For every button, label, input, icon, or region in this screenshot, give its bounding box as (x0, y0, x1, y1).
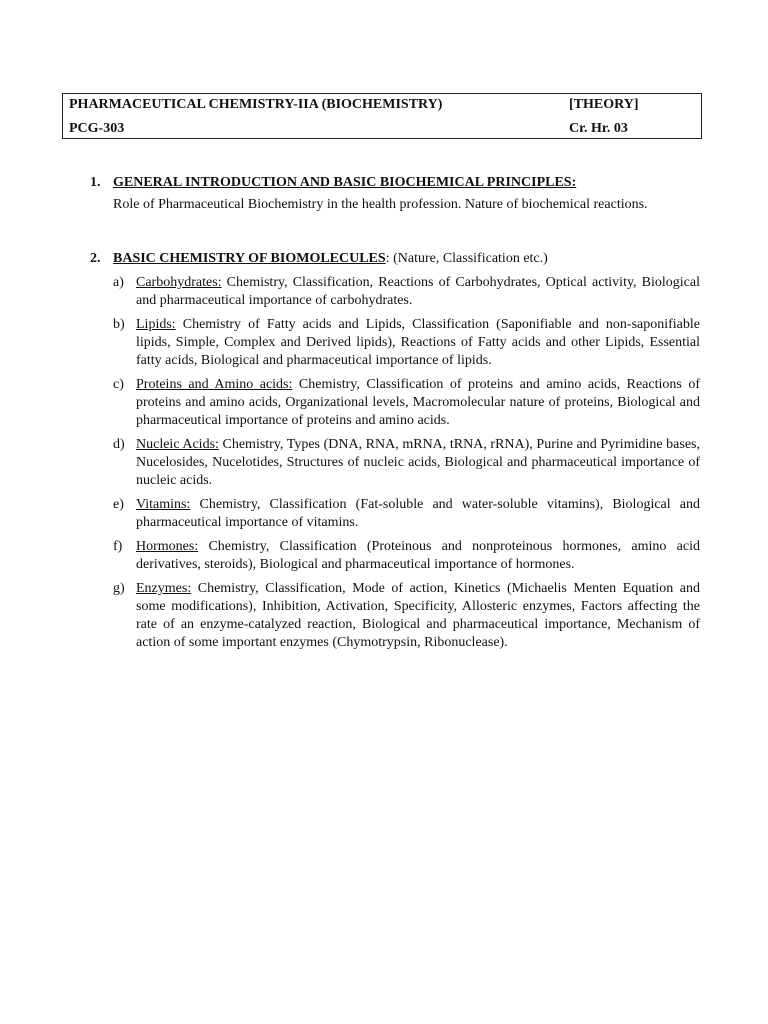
item-text: Chemistry, Classification (Fat-soluble and water-soluble vitamins), Biological and pharmaceutical importance of vitamins. (136, 497, 700, 530)
section-note: : (Nature, Classification etc.) (385, 251, 548, 266)
item-letter: a) (113, 275, 124, 290)
section-heading (90, 250, 700, 267)
item-letter: f) (113, 539, 123, 554)
credit-hours: Cr. Hr. 03 (569, 121, 628, 136)
list-item (90, 274, 700, 310)
topic-list (90, 274, 700, 652)
item-text: Chemistry, Classification, Mode of action, Kinetics (Michaelis Menten Equation and some modifications), Inhibition, Activation, Specificity, Allosteric enzymes, Factors affecting the rate of an enzyme-catalyzed reaction, Biological and pharmaceutical importance, Mechanism of action of some important enzymes (Chymotrypsin, Ribonuclease). (136, 581, 700, 650)
course-code: PCG-303 (69, 121, 125, 136)
item-text: Chemistry, Classification, Reactions of Carbohydrates, Optical activity, Biological and pharmaceutical importance of carbohydrates. (136, 275, 700, 308)
item-label: Hormones: (136, 539, 199, 554)
item-text: Chemistry, Classification (Proteinous and nonproteinous hormones, amino acid derivatives, steroids), Biological and pharmaceutical importance of hormones. (136, 539, 700, 572)
item-text: Chemistry, Types (DNA, RNA, mRNA, tRNA, rRNA), Purine and Pyrimidine bases, Nucelosides, Nucelotides, Structures of nucleic acids, Biological and pharmaceutical importance of nucleic acids. (136, 437, 700, 488)
item-letter: b) (113, 317, 125, 332)
course-title: PHARMACEUTICAL CHEMISTRY-IIA (BIOCHEMISTRY) (69, 97, 443, 112)
list-item (90, 316, 700, 370)
section-1 (90, 174, 700, 213)
item-label: Vitamins: (136, 497, 191, 512)
item-letter: g) (113, 581, 125, 596)
section-title: BASIC CHEMISTRY OF BIOMOLECULES (113, 251, 386, 266)
course-header-box (62, 93, 702, 139)
item-label: Nucleic Acids: (136, 437, 219, 452)
item-letter: d) (113, 437, 125, 452)
section-title: GENERAL INTRODUCTION AND BASIC BIOCHEMICAL PRINCIPLES: (113, 175, 577, 190)
item-letter: e) (113, 497, 124, 512)
item-label: Enzymes: (136, 581, 192, 596)
list-item (90, 496, 700, 532)
section-2 (90, 250, 700, 658)
course-type: [THEORY] (569, 97, 639, 112)
item-label: Proteins and Amino acids: (136, 377, 293, 392)
section-heading (90, 174, 700, 191)
list-item (90, 580, 700, 652)
item-letter: c) (113, 377, 124, 392)
section-number: 2. (90, 251, 101, 266)
list-item (90, 436, 700, 490)
item-text: Chemistry, Classification of proteins and amino acids, Reactions of proteins and amino acids, Organizational levels, Macromolecular nature of proteins, Biological and pharmaceutical importance of proteins and amino acids. (136, 377, 700, 428)
list-item (90, 376, 700, 430)
item-text: Chemistry of Fatty acids and Lipids, Classification (Saponifiable and non-saponifiable lipids, Simple, Complex and Derived lipids), Reactions of Fatty acids and other Lipids, Essential fatty acids, Biological and pharmaceutical importance of lipids. (136, 317, 700, 368)
list-item (90, 538, 700, 574)
section-number: 1. (90, 175, 101, 190)
item-label: Carbohydrates: (136, 275, 222, 290)
item-label: Lipids: (136, 317, 176, 332)
section-body: Role of Pharmaceutical Biochemistry in the health profession. Nature of biochemical reactions. (113, 197, 648, 212)
